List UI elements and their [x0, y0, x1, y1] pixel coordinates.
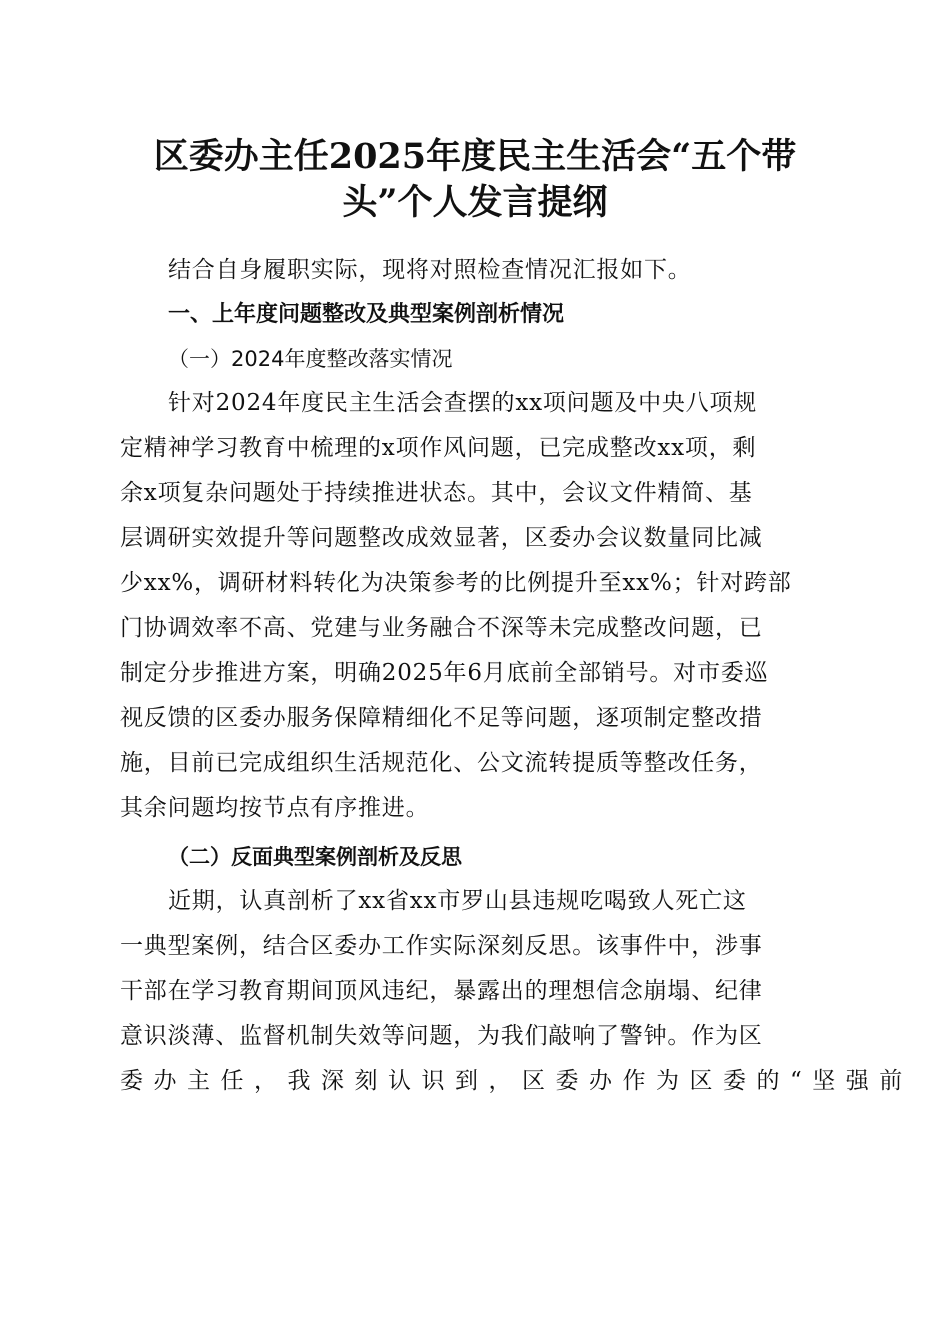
paragraph-line: 意识淡薄、监督机制失效等问题，为我们敲响了警钟。作为区 — [120, 1023, 763, 1049]
subsection-heading-1: （一）2024年度整改落实情况 — [168, 347, 453, 371]
paragraph-line: 余x项复杂问题处于持续推进状态。其中，会议文件精简、基 — [120, 480, 753, 506]
paragraph-line: 层调研实效提升等问题整改成效显著，区委办会议数量同比减 — [120, 525, 763, 551]
title-line-2: 头”个人发言提纲 — [342, 182, 608, 223]
paragraph-line: 制定分步推进方案，明确2025年6月底前全部销号。对市委巡 — [120, 660, 769, 686]
subsection-heading-2: （二）反面典型案例剖析及反思 — [168, 845, 462, 869]
paragraph-line: 近期，认真剖析了xx省xx市罗山县违规吃喝致人死亡这 — [168, 888, 747, 914]
case-analysis-paragraph — [120, 879, 913, 1104]
section-heading-1: 一、上年度问题整改及典型案例剖析情况 — [168, 302, 565, 327]
paragraph-line: 委办主任，我深刻认识到，区委办作为区委的“坚强前 — [120, 1068, 913, 1094]
paragraph-line: 少xx%，调研材料转化为决策参考的比例提升至xx%；针对跨部 — [120, 570, 792, 596]
paragraph-line: 施，目前已完成组织生活规范化、公文流转提质等整改任务， — [120, 750, 763, 776]
paragraph-line: 定精神学习教育中梳理的x项作风问题，已完成整改xx项，剩 — [120, 435, 757, 461]
intro-paragraph: 结合自身履职实际，现将对照检查情况汇报如下。 — [168, 257, 692, 283]
rectification-paragraph — [120, 381, 830, 831]
document-title — [120, 134, 830, 226]
paragraph-line: 干部在学习教育期间顶风违纪，暴露出的理想信念崩塌、纪律 — [120, 978, 763, 1004]
document-body — [120, 248, 913, 1104]
paragraph-line: 其余问题均按节点有序推进。 — [120, 795, 430, 821]
paragraph-line: 一典型案例，结合区委办工作实际深刻反思。该事件中，涉事 — [120, 933, 763, 959]
paragraph-line: 视反馈的区委办服务保障精细化不足等问题，逐项制定整改措 — [120, 705, 763, 731]
title-line-1: 区委办主任2025年度民主生活会“五个带 — [153, 136, 797, 177]
paragraph-line: 针对2024年度民主生活会查摆的xx项问题及中央八项规 — [168, 390, 758, 416]
paragraph-line: 门协调效率不高、党建与业务融合不深等未完成整改问题，已 — [120, 615, 763, 641]
